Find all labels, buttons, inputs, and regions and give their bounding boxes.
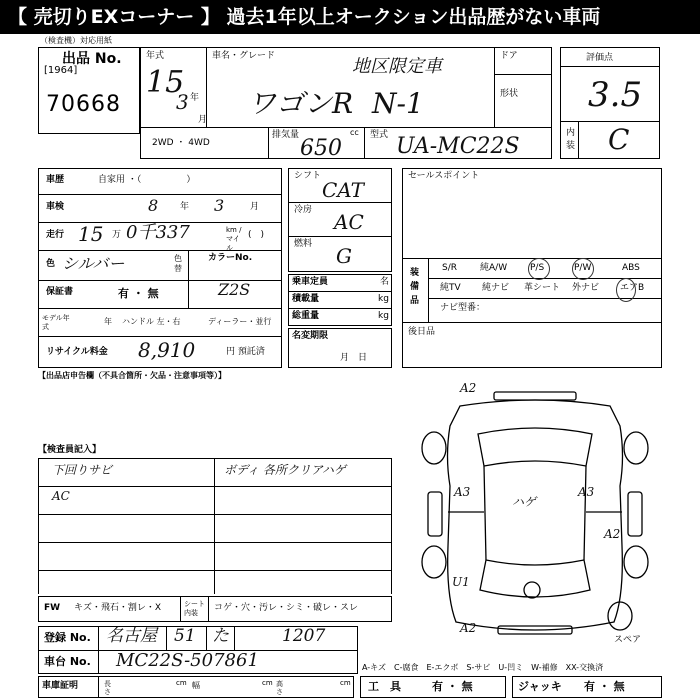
type-value: UA-MC22S bbox=[396, 134, 520, 159]
height-label: 高さ bbox=[276, 680, 283, 696]
inspection-month: 3 bbox=[214, 196, 225, 215]
reg-change-unit: 月 日 bbox=[340, 353, 368, 363]
lot-small-number: [1964] bbox=[44, 65, 78, 76]
seat-items: コゲ・穴・汚レ・シミ・破レ・スレ bbox=[214, 603, 359, 613]
mark-rear-left: U1 bbox=[452, 575, 470, 589]
inspection-year: 8 bbox=[148, 196, 159, 215]
model-label: 車名・グレード bbox=[212, 51, 276, 61]
mark-front: A2 bbox=[460, 381, 477, 395]
mark-center: ハゲ bbox=[512, 495, 537, 509]
month-value: 3 bbox=[176, 90, 189, 114]
ac-label: 冷房 bbox=[294, 205, 313, 215]
mileage-unit: km / マイル bbox=[226, 226, 242, 252]
spare-label: スペア bbox=[614, 635, 642, 645]
reg-change-label: 名変期限 bbox=[292, 331, 329, 341]
garage-label: 車庫証明 bbox=[42, 681, 79, 691]
load-unit: kg bbox=[378, 294, 389, 304]
handle-label: ハンドル 左・右 bbox=[122, 317, 181, 326]
length-label: 長さ bbox=[104, 680, 111, 696]
warranty-value: 有 ・ 無 bbox=[118, 287, 159, 300]
equip-ext-navi: 外ナビ bbox=[572, 283, 600, 293]
drive-label: 2WD ・ 4WD bbox=[152, 138, 210, 148]
mark-left-mid: A3 bbox=[454, 485, 471, 499]
displacement-unit: cc bbox=[350, 128, 359, 137]
mark-bottom: A2 bbox=[460, 621, 477, 635]
interior-label: 内装 bbox=[566, 128, 576, 151]
inspection-label: 車検 bbox=[46, 202, 65, 212]
equip-alloy: 純A/W bbox=[480, 263, 508, 273]
delivery-label: 後日品 bbox=[408, 327, 436, 337]
year-value: 15 bbox=[146, 65, 185, 100]
chassis-label: 車台 No. bbox=[44, 655, 91, 668]
inspection-year-unit: 年 bbox=[180, 202, 190, 212]
inspector-box bbox=[38, 458, 392, 594]
tools-label: 工 具 bbox=[368, 680, 401, 693]
inspector-label: 【検査員記入】 bbox=[38, 445, 102, 455]
car-outline-svg bbox=[400, 376, 670, 650]
seat-label: シート内装 bbox=[184, 600, 205, 617]
year-label: 年式 bbox=[146, 51, 165, 61]
subheader: （検査機）対応用紙 bbox=[40, 36, 112, 45]
load-label: 積載量 bbox=[292, 294, 320, 304]
circle-pw bbox=[572, 258, 594, 280]
recycle-label: リサイクル料金 bbox=[46, 347, 108, 357]
damage-legend: A-キズ C-腐食 E-エクボ S-サビ U-凹ミ W-補修 XX-交換済 bbox=[362, 663, 604, 672]
registration-label: 登録 No. bbox=[44, 631, 91, 644]
jack-label: ジャッキ bbox=[518, 680, 562, 693]
banner-title: 【 売切りEXコーナー 】 過去1年以上オークション出品歴がない車両 bbox=[0, 0, 700, 34]
mileage-label: 走行 bbox=[46, 230, 65, 240]
fw-items: キズ・飛石・割レ・X bbox=[74, 603, 161, 613]
model-name: ワゴンR bbox=[248, 87, 354, 120]
year-suffix: 年 bbox=[190, 93, 200, 103]
model-note: 地区限定車 bbox=[352, 56, 442, 77]
length-unit: cm bbox=[176, 679, 187, 687]
usage-value: 自家用 ・（ ） bbox=[98, 175, 196, 185]
model-grade: N-1 bbox=[372, 87, 424, 120]
model-year-unit: 年 bbox=[104, 317, 112, 326]
fw-label: FW bbox=[44, 603, 61, 613]
navi-model-label: ナビ型番： bbox=[440, 303, 486, 313]
tools-value: 有 ・ 無 bbox=[432, 680, 473, 693]
shift-label: シフト bbox=[294, 171, 322, 181]
equip-ps: P/S bbox=[530, 263, 545, 273]
lot-label: 出品 No. bbox=[62, 51, 122, 67]
inspector-note-3: ボディ 各所クリアハゲ bbox=[224, 463, 346, 477]
color-no-label: カラーNo. bbox=[208, 253, 253, 263]
chassis-value: MC22S-507861 bbox=[116, 650, 259, 671]
mark-right-mid: A3 bbox=[578, 485, 595, 499]
equip-airbag: エアB bbox=[620, 283, 645, 293]
color-label: 色 bbox=[46, 259, 56, 269]
displacement-label: 排気量 bbox=[272, 130, 300, 140]
mileage-man: 15 bbox=[78, 222, 104, 246]
recycle-value: 8,910 bbox=[138, 338, 196, 362]
mark-right-rear: A2 bbox=[604, 527, 621, 541]
registration-area: 名古屋 bbox=[106, 626, 157, 646]
color-value: シルバー bbox=[62, 254, 125, 273]
mileage-paren: ( ) bbox=[248, 230, 265, 240]
width-unit: cm bbox=[262, 679, 273, 687]
lot-number: 70668 bbox=[46, 92, 121, 117]
fuel-label: 燃料 bbox=[294, 239, 313, 249]
warranty-label: 保証書 bbox=[46, 287, 74, 297]
mileage-man-unit: 万 bbox=[112, 230, 122, 240]
score-label: 評価点 bbox=[586, 53, 614, 63]
interior-value: C bbox=[608, 123, 630, 156]
model-year-label: モデル年式 bbox=[42, 314, 70, 331]
capacity-label: 乗車定員 bbox=[292, 277, 329, 287]
score-value: 3.5 bbox=[588, 75, 643, 115]
registration-class: 51 bbox=[174, 626, 196, 646]
weight-unit: kg bbox=[378, 311, 389, 321]
equip-tv: 純TV bbox=[440, 283, 461, 293]
mileage-rest: 0千337 bbox=[126, 222, 190, 243]
fuel-value: G bbox=[336, 244, 352, 268]
month-suffix: 月 bbox=[198, 115, 208, 125]
capacity-unit: 名 bbox=[380, 277, 390, 287]
type-label: 型式 bbox=[370, 130, 389, 140]
inspector-note-2: AC bbox=[52, 489, 70, 503]
car-damage-diagram bbox=[400, 376, 670, 650]
color-no-value: Z2S bbox=[218, 280, 251, 299]
equip-navi: 純ナビ bbox=[482, 283, 510, 293]
notice-label: 【出品店申告欄（不具合箇所・欠品・注意事項等）】 bbox=[38, 371, 226, 380]
equip-pw: P/W bbox=[574, 263, 592, 273]
equip-sr: S/R bbox=[442, 263, 457, 273]
jack-value: 有 ・ 無 bbox=[584, 680, 625, 693]
usage-label: 車歴 bbox=[46, 175, 65, 185]
inspection-month-unit: 月 bbox=[250, 202, 260, 212]
shift-value: CAT bbox=[322, 178, 364, 202]
circle-airbag bbox=[616, 278, 636, 302]
registration-kana: た bbox=[212, 626, 229, 646]
width-label: 幅 bbox=[192, 681, 200, 690]
equipment-label: 装備品 bbox=[410, 268, 420, 306]
sales-label: セールスポイント bbox=[408, 171, 480, 181]
height-unit: cm bbox=[340, 679, 351, 687]
displacement-value: 650 bbox=[300, 136, 342, 161]
dealer-label: ディーラー・並行 bbox=[208, 317, 272, 326]
circle-ps bbox=[528, 258, 550, 280]
ac-value: AC bbox=[334, 210, 364, 234]
weight-label: 総重量 bbox=[292, 311, 320, 321]
inspector-note-1: 下回りサビ bbox=[52, 463, 113, 477]
shape-label: 形状 bbox=[500, 89, 519, 99]
registration-number: 1207 bbox=[282, 626, 326, 646]
equip-abs: ABS bbox=[622, 263, 640, 273]
recycle-unit: 円 預託済 bbox=[226, 347, 265, 357]
equip-leather: 革シート bbox=[524, 283, 561, 293]
door-label: ドア bbox=[500, 51, 518, 61]
color-change-label: 色替 bbox=[174, 254, 182, 273]
